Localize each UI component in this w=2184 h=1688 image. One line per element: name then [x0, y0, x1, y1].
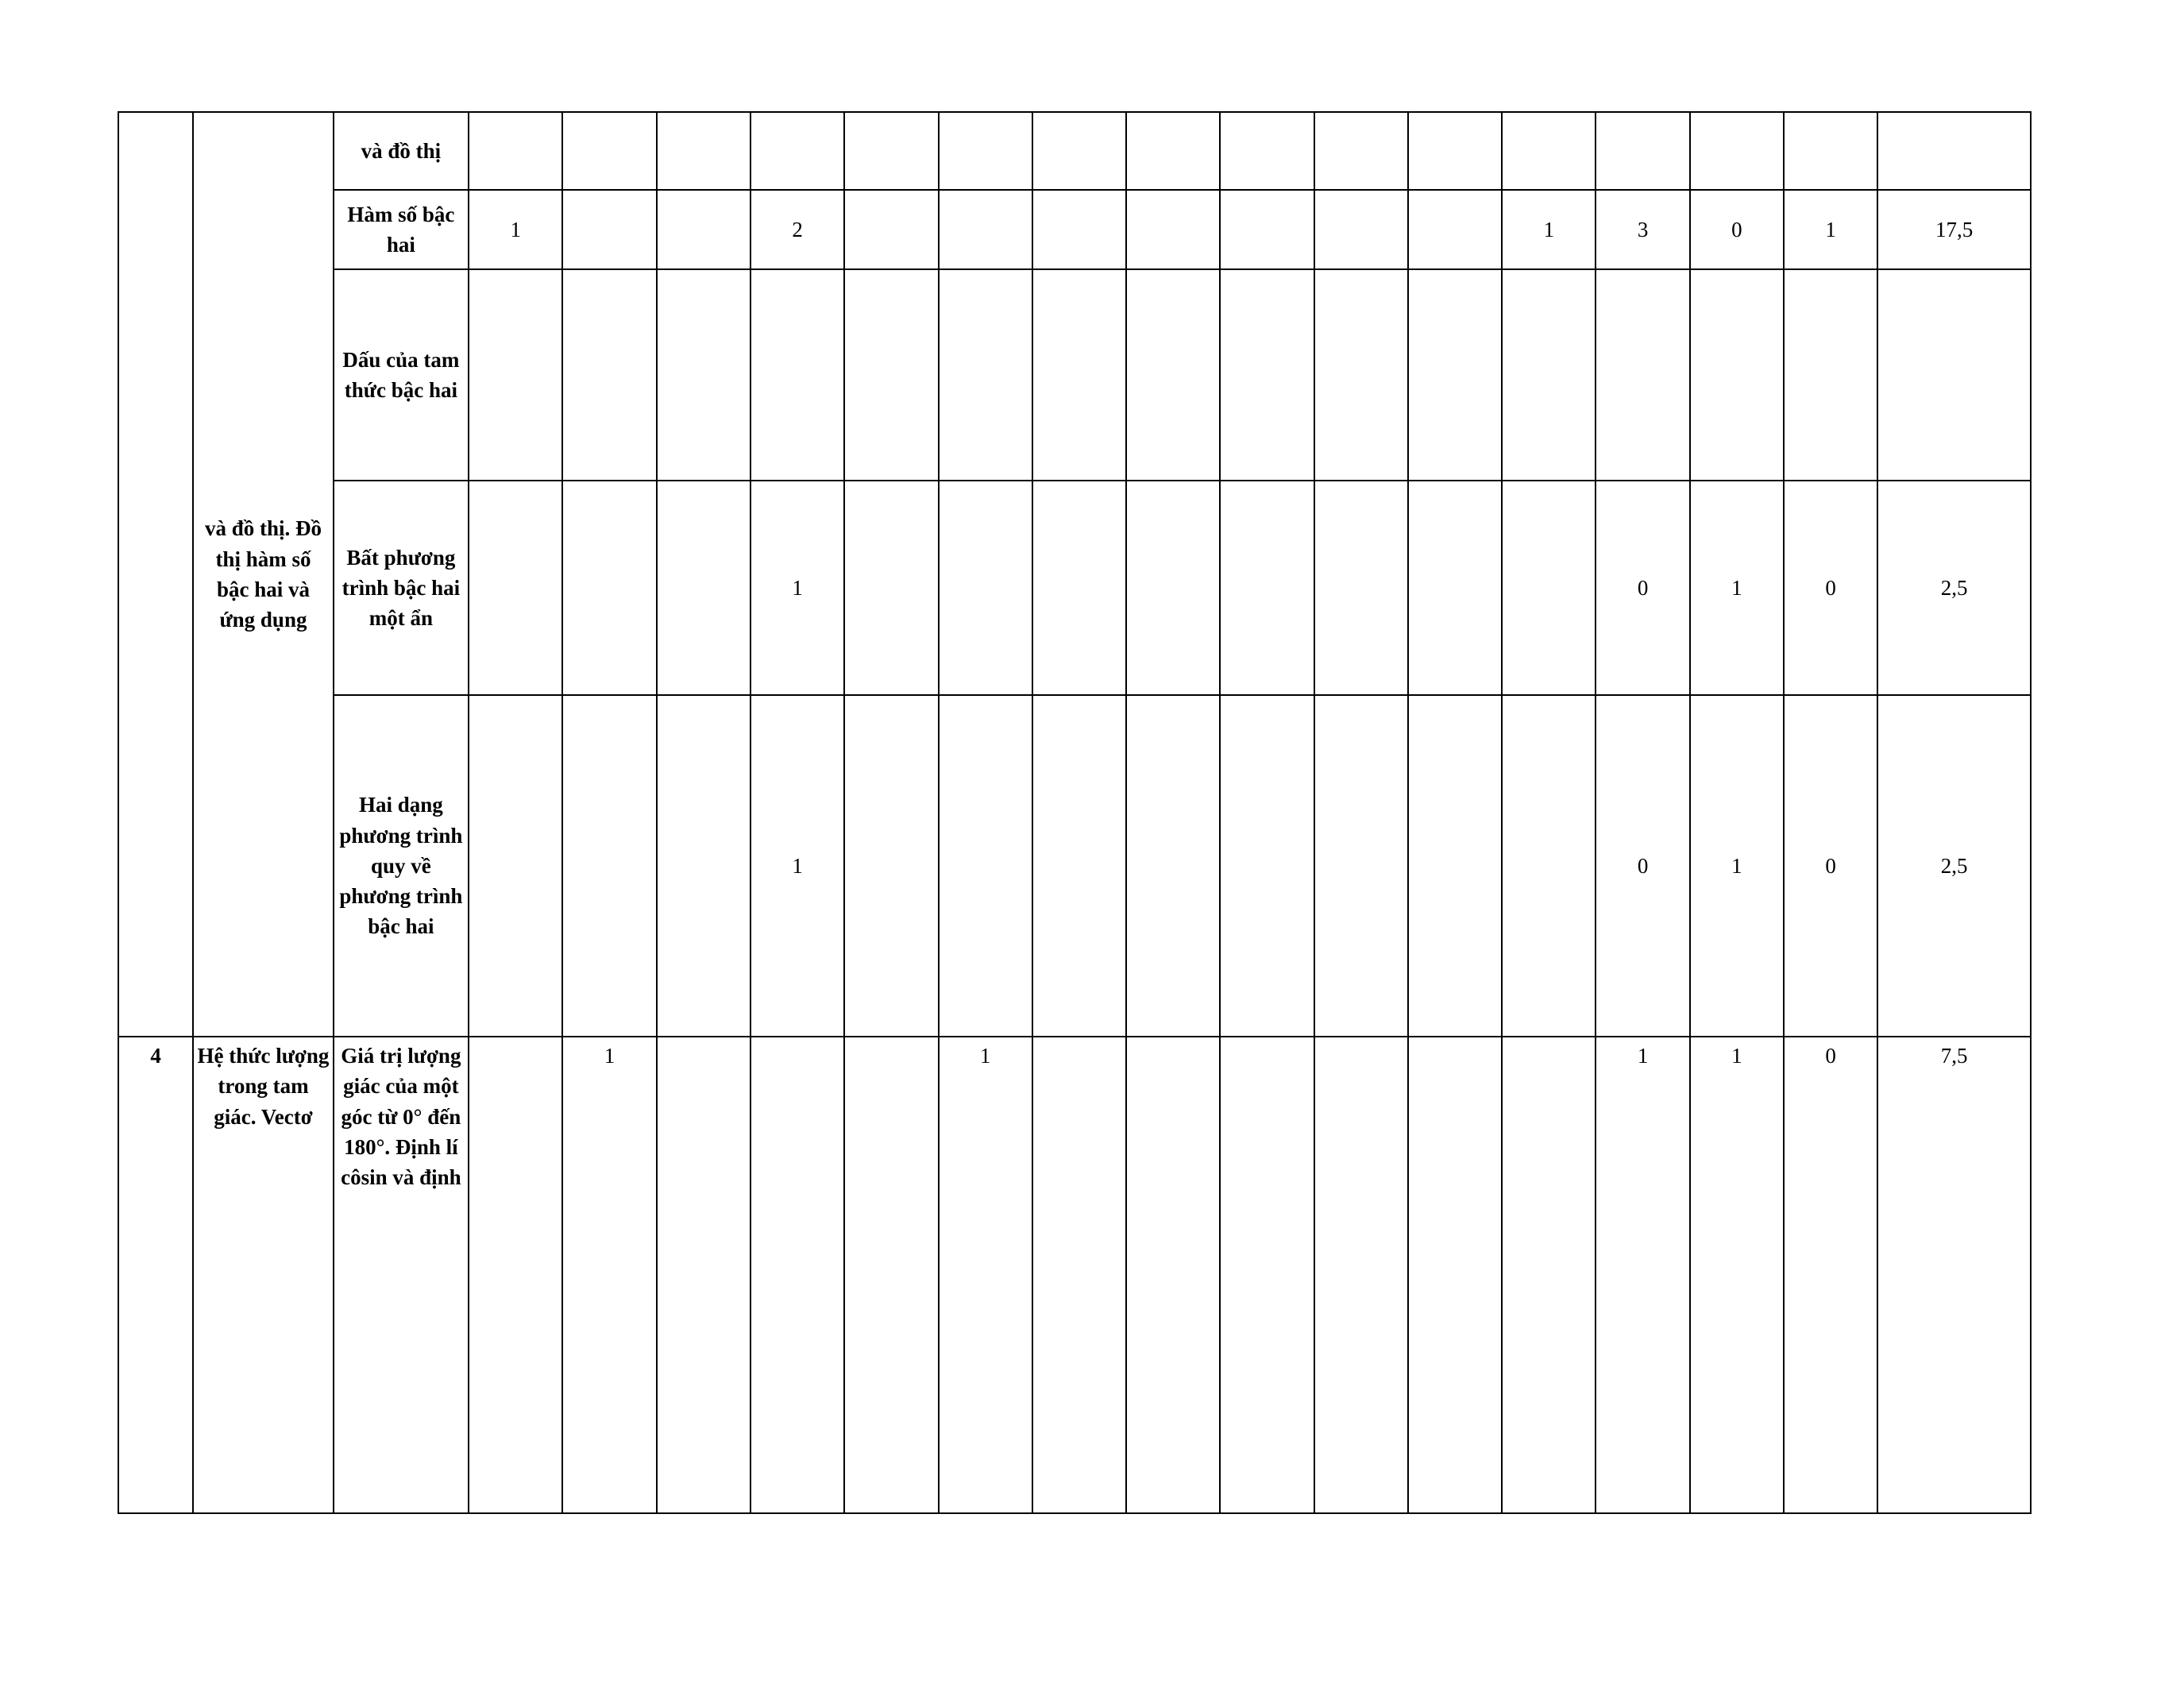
cell-noidung: và đồ thị	[334, 112, 469, 190]
cell-value	[1877, 269, 2031, 481]
cell-value	[1502, 112, 1596, 190]
cell-value	[1502, 695, 1596, 1037]
cell-value	[939, 695, 1032, 1037]
cell-value	[1596, 112, 1689, 190]
cell-value	[844, 190, 938, 269]
cell-value	[844, 1037, 938, 1513]
cell-stt: 4	[118, 1037, 193, 1513]
cell-value	[844, 481, 938, 695]
cell-value	[562, 269, 656, 481]
cell-value: 2	[751, 190, 844, 269]
cell-value	[1032, 269, 1126, 481]
cell-value	[1408, 695, 1502, 1037]
cell-value: 2,5	[1877, 481, 2031, 695]
cell-value: 0	[1690, 190, 1784, 269]
cell-noidung: Giá trị lượng giác của một góc từ 0° đến 180°. Định lí côsin và định	[334, 1037, 469, 1513]
cell-value	[1314, 269, 1408, 481]
table-row	[118, 481, 2031, 695]
cell-value	[751, 112, 844, 190]
cell-value	[1032, 112, 1126, 190]
cell-value	[1502, 481, 1596, 695]
cell-value	[469, 112, 562, 190]
cell-value: 2,5	[1877, 695, 2031, 1037]
cell-value	[1220, 112, 1314, 190]
cell-value	[469, 481, 562, 695]
cell-value	[562, 481, 656, 695]
cell-value	[844, 695, 938, 1037]
cell-value: 1	[1690, 481, 1784, 695]
cell-value	[1502, 1037, 1596, 1513]
cell-value	[469, 695, 562, 1037]
cell-value	[1408, 190, 1502, 269]
cell-value	[1784, 112, 1877, 190]
cell-value	[657, 1037, 751, 1513]
table-row	[118, 190, 2031, 269]
table-row	[118, 269, 2031, 481]
cell-value	[562, 695, 656, 1037]
cell-value	[1314, 695, 1408, 1037]
cell-value: 1	[751, 481, 844, 695]
cell-chuong: và đồ thị. Đồ thị hàm số bậc hai và ứng dụng	[193, 112, 333, 1037]
cell-value	[1314, 190, 1408, 269]
cell-value	[939, 481, 1032, 695]
cell-value	[1032, 481, 1126, 695]
cell-value	[1314, 1037, 1408, 1513]
cell-value	[1220, 481, 1314, 695]
cell-value	[657, 190, 751, 269]
cell-value	[844, 112, 938, 190]
cell-value	[1032, 190, 1126, 269]
cell-value: 1	[1690, 1037, 1784, 1513]
cell-value	[751, 1037, 844, 1513]
cell-value	[562, 190, 656, 269]
cell-value	[469, 1037, 562, 1513]
cell-noidung: Hai dạng phương trình quy về phương trình bậc hai	[334, 695, 469, 1037]
cell-value	[1220, 695, 1314, 1037]
cell-value: 17,5	[1877, 190, 2031, 269]
cell-noidung: Dấu của tam thức bậc hai	[334, 269, 469, 481]
cell-value	[939, 112, 1032, 190]
cell-value: 0	[1596, 481, 1689, 695]
cell-value: 0	[1784, 481, 1877, 695]
cell-value: 1	[1784, 190, 1877, 269]
cell-value	[1032, 695, 1126, 1037]
cell-value: 1	[469, 190, 562, 269]
cell-value	[751, 269, 844, 481]
cell-value	[1502, 269, 1596, 481]
cell-value	[1126, 112, 1220, 190]
cell-noidung: Hàm số bậc hai	[334, 190, 469, 269]
cell-value: 1	[1596, 1037, 1689, 1513]
cell-value	[1220, 190, 1314, 269]
cell-value	[1032, 1037, 1126, 1513]
cell-value: 0	[1596, 695, 1689, 1037]
cell-value	[844, 269, 938, 481]
table-row	[118, 695, 2031, 1037]
cell-value	[1877, 112, 2031, 190]
cell-value	[657, 112, 751, 190]
cell-value: 1	[939, 1037, 1032, 1513]
cell-value	[1408, 112, 1502, 190]
cell-stt	[118, 112, 193, 1037]
cell-value	[1690, 269, 1784, 481]
cell-value	[1690, 112, 1784, 190]
cell-value	[1596, 269, 1689, 481]
cell-value	[1408, 481, 1502, 695]
cell-value	[469, 269, 562, 481]
cell-value	[657, 695, 751, 1037]
cell-value: 0	[1784, 695, 1877, 1037]
cell-value	[1784, 269, 1877, 481]
table-row	[118, 112, 2031, 190]
cell-value	[1220, 1037, 1314, 1513]
cell-value	[1126, 190, 1220, 269]
cell-noidung: Bất phương trình bậc hai một ẩn	[334, 481, 469, 695]
cell-value	[939, 190, 1032, 269]
cell-value	[1408, 1037, 1502, 1513]
cell-value: 0	[1784, 1037, 1877, 1513]
cell-value	[1126, 1037, 1220, 1513]
cell-value: 3	[1596, 190, 1689, 269]
cell-value	[1314, 481, 1408, 695]
cell-value: 1	[562, 1037, 656, 1513]
cell-value: 7,5	[1877, 1037, 2031, 1513]
cell-value: 1	[751, 695, 844, 1037]
cell-value: 1	[1502, 190, 1596, 269]
cell-value	[1220, 269, 1314, 481]
cell-value	[1314, 112, 1408, 190]
cell-value	[939, 269, 1032, 481]
cell-value	[1408, 269, 1502, 481]
cell-value	[562, 112, 656, 190]
cell-value: 1	[1690, 695, 1784, 1037]
cell-value	[657, 269, 751, 481]
table-row	[118, 1037, 2031, 1513]
cell-value	[1126, 269, 1220, 481]
cell-value	[1126, 695, 1220, 1037]
cell-value	[1126, 481, 1220, 695]
cell-value	[657, 481, 751, 695]
cell-chuong: Hệ thức lượng trong tam giác. Vectơ	[193, 1037, 333, 1513]
exam-matrix-table	[118, 111, 2032, 1514]
